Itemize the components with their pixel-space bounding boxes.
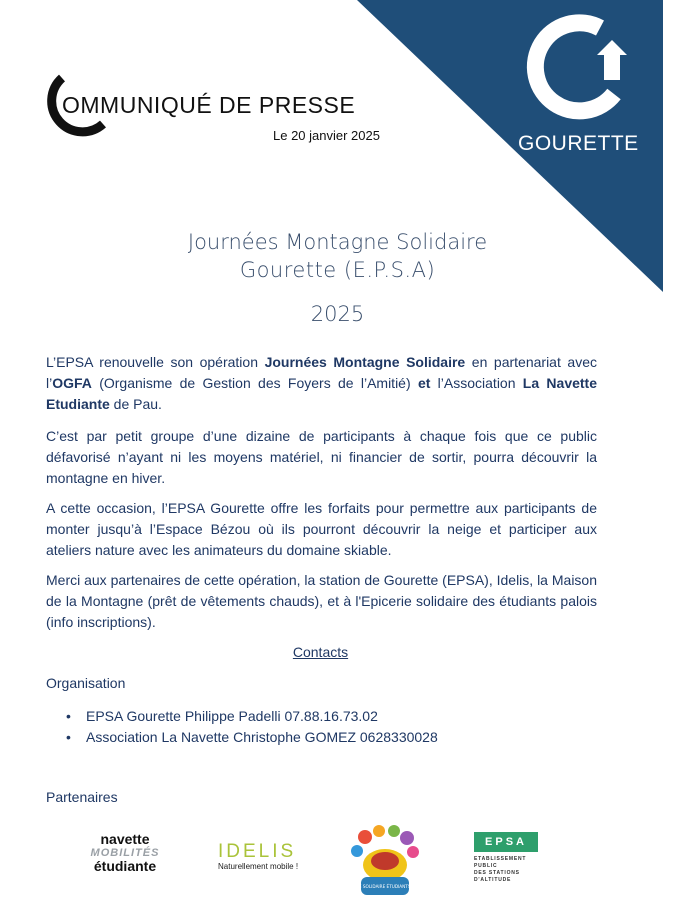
headline-year: 2025 <box>310 302 365 326</box>
press-release-title: OMMUNIQUÉ DE PRESSE <box>62 92 356 118</box>
paragraph-offer: A cette occasion, l’EPSA Gourette offre les forfaits pour permettre aux participants de monter jusqu’à l’Espace Bézou où ils pourront découvrir la neige et participer aux ateliers nature avec les animateurs du domaine skiable. <box>46 500 597 558</box>
idelis-logo-name: IDELIS <box>218 841 297 862</box>
brand-name: GOURETTE <box>518 132 639 155</box>
paragraph-public: C’est par petit groupe d’une dizaine de participants à chaque fois que ce public défavorisé n’ayant ni les moyens matériel, ni financier de sortir, pourra découvrir la montagne en hiver. <box>46 428 597 486</box>
idelis-logo-tagline: Naturellement mobile ! <box>218 862 299 871</box>
contact-list <box>46 706 438 748</box>
navette-logo-line3: étudiante <box>93 858 157 874</box>
navette-logo-line2: MOBILITÉS <box>90 847 160 859</box>
epsa-logo-name: EPSA <box>474 832 538 852</box>
epsa-logo-subtitle: ETABLISSEMENT PUBLIC DES STATIONS D'ALTITUDE <box>474 856 527 883</box>
paragraph-intro: L’EPSA renouvelle son opération Journées Montagne Solidaire en partenariat avec l’OGFA (Organisme de Gestion des Foyers de l’Amitié) et l’Association La Navette Etudiante de Pau. <box>46 354 598 412</box>
epicerie-logo-text: EPICERIE SOLIDAIRE ÉTUDIANTS DE PAU <box>342 884 428 889</box>
headline-line-1: Journées Montagne Solidaire <box>187 230 488 254</box>
paragraph-thanks: Merci aux partenaires de cette opération, la station de Gourette (EPSA), Idelis, la Maison de la Montagne (prêt de vêtements chauds), et à l'Epicerie solidaire des étudiants palois (info inscriptions). <box>46 572 597 630</box>
idelis-logo <box>218 842 300 872</box>
organisation-label: Organisation <box>46 675 126 691</box>
list-item: • EPSA Gourette Philippe Padelli 07.88.16.73.02 <box>46 706 438 727</box>
partners-label: Partenaires <box>46 789 118 805</box>
list-item: • Association La Navette Christophe GOMEZ 0628330028 <box>46 727 438 748</box>
communique-c-logo-icon <box>0 0 140 150</box>
epsa-logo <box>474 832 544 884</box>
navette-logo-line1: navette <box>100 831 150 847</box>
navette-etudiante-logo <box>84 832 166 882</box>
contacts-heading: Contacts <box>292 644 349 660</box>
epicerie-solidaire-logo <box>342 825 428 903</box>
press-release-date: Le 20 janvier 2025 <box>273 128 380 143</box>
headline-line-2: Gourette (E.P.S.A) <box>239 258 436 282</box>
